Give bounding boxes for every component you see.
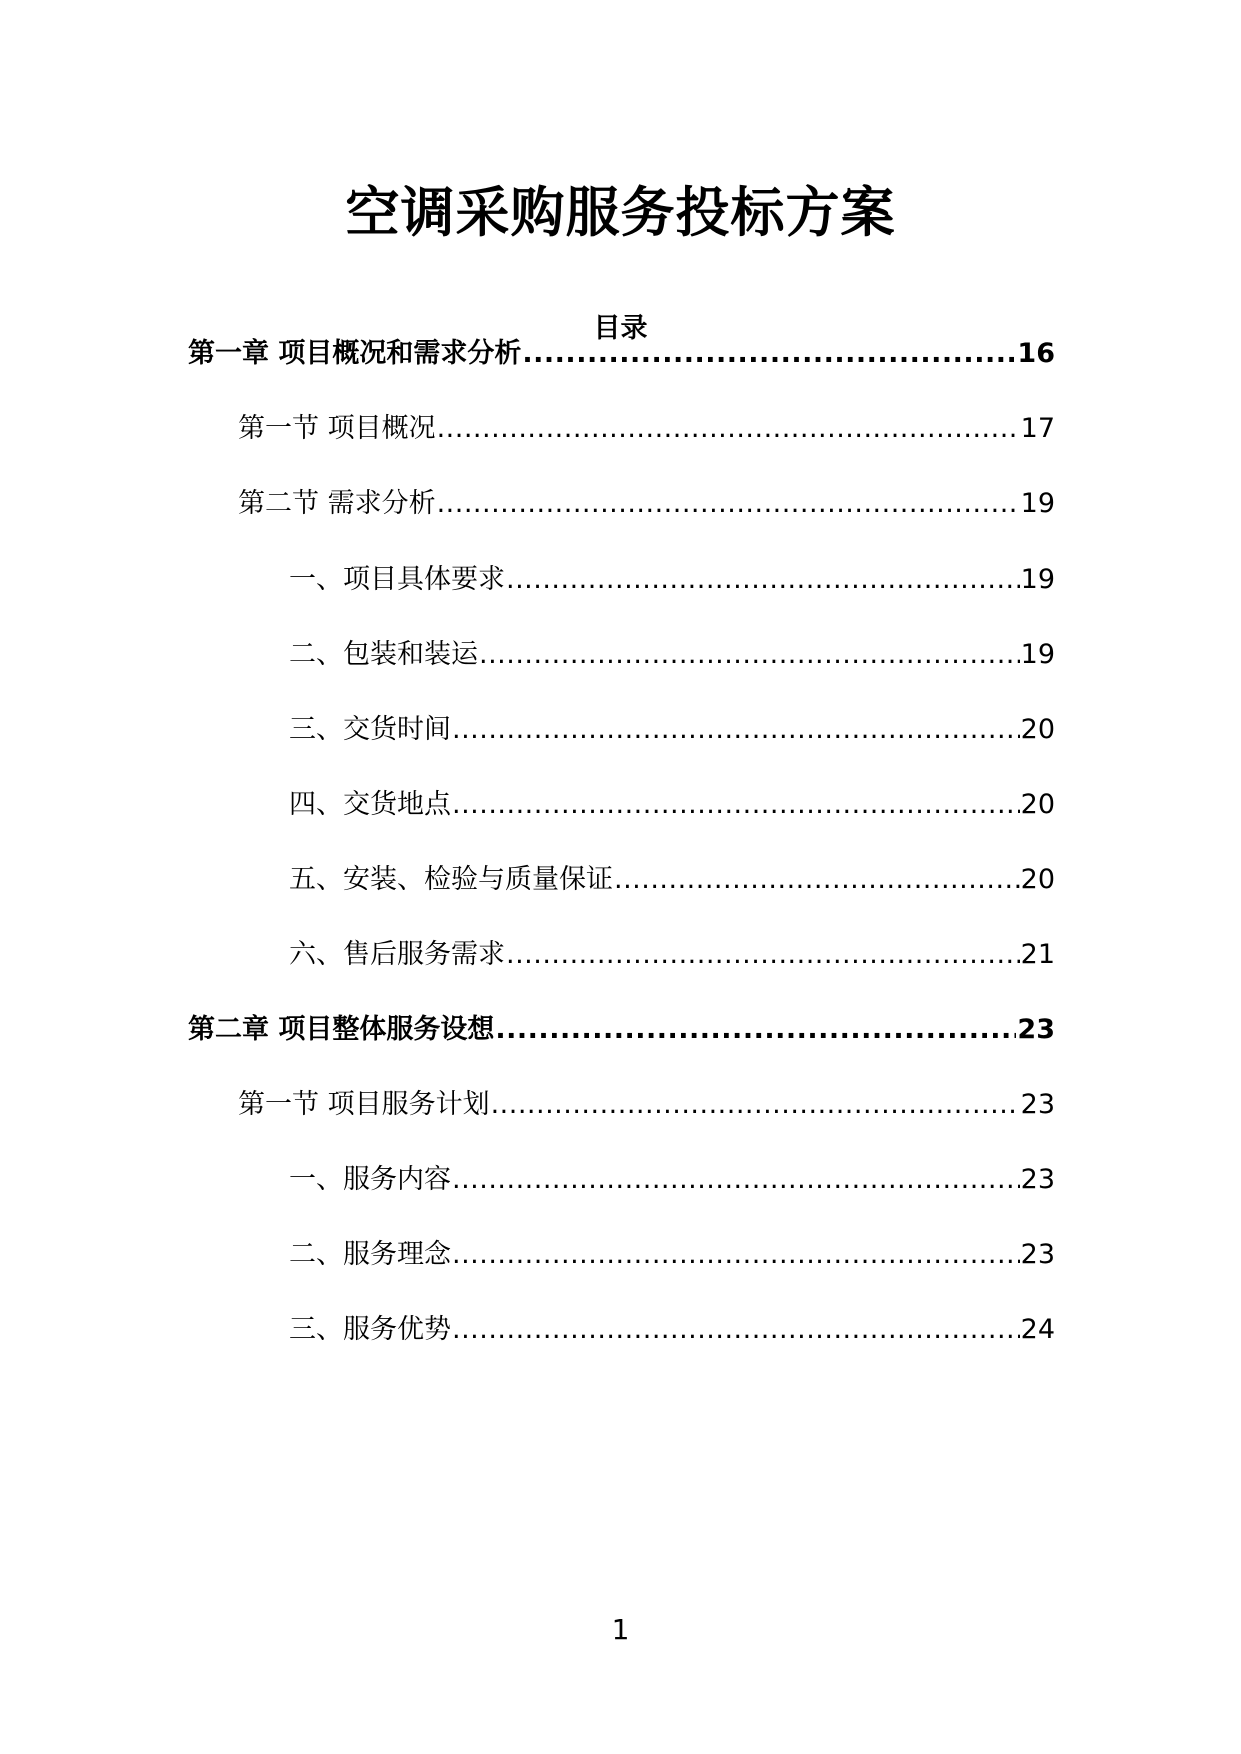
toc-entry-subsection[interactable] (289, 933, 1055, 977)
toc-dot-leader (495, 1008, 1016, 1052)
toc-entry-page: 21 (1020, 939, 1055, 970)
toc-entry-section[interactable] (238, 1083, 1055, 1127)
toc-entry-page: 17 (1020, 413, 1055, 444)
toc-dot-leader (437, 482, 1020, 526)
toc-dot-leader (452, 783, 1020, 827)
toc-entry-label: 第二节 需求分析 (238, 488, 436, 519)
toc-entry-label: 第一节 项目服务计划 (238, 1089, 490, 1120)
toc-entry-page: 19 (1020, 639, 1055, 670)
toc-entry-label: 二、包装和装运 (289, 639, 478, 670)
toc-entry-subsection[interactable] (289, 558, 1055, 602)
toc-entry-label: 四、交货地点 (289, 789, 451, 820)
toc-entry-chapter-1[interactable] (188, 332, 1055, 376)
toc-entry-page: 23 (1020, 1164, 1055, 1195)
toc-entry-page: 19 (1020, 564, 1055, 595)
toc-entry-page: 20 (1020, 864, 1055, 895)
toc-entry-label: 第一章 项目概况和需求分析 (188, 338, 522, 369)
toc-dot-leader (437, 407, 1020, 451)
toc-entry-label: 六、售后服务需求 (289, 939, 505, 970)
toc-dot-leader (506, 933, 1020, 977)
toc-entry-page: 24 (1020, 1314, 1055, 1345)
toc-dot-leader (479, 633, 1020, 677)
toc-entry-page: 16 (1017, 338, 1055, 369)
page-number: 1 (611, 1613, 630, 1646)
toc-entry-label: 三、服务优势 (289, 1314, 451, 1345)
toc-entry-label: 五、安装、检验与质量保证 (289, 864, 613, 895)
toc-entry-subsection[interactable] (289, 1158, 1055, 1202)
toc-entry-label: 第二章 项目整体服务设想 (188, 1014, 495, 1045)
toc-entry-page: 23 (1020, 1089, 1055, 1120)
toc-entry-section[interactable] (238, 407, 1055, 451)
toc-entry-subsection[interactable] (289, 1233, 1055, 1277)
toc-entry-page: 20 (1020, 789, 1055, 820)
toc-dot-leader (452, 708, 1020, 752)
toc-dot-leader (522, 332, 1016, 376)
toc-entry-subsection[interactable] (289, 633, 1055, 677)
toc-entry-label: 第一节 项目概况 (238, 413, 436, 444)
document-title: 空调采购服务投标方案 (345, 181, 896, 244)
toc-entry-subsection[interactable] (289, 1308, 1055, 1352)
toc-dot-leader (452, 1308, 1020, 1352)
toc-entry-page: 23 (1020, 1239, 1055, 1270)
toc-entry-label: 二、服务理念 (289, 1239, 451, 1270)
toc-dot-leader (491, 1083, 1020, 1127)
toc-entry-label: 三、交货时间 (289, 714, 451, 745)
toc-dot-leader (506, 558, 1020, 602)
toc-entry-subsection[interactable] (289, 858, 1055, 902)
toc-heading: 目录 (593, 313, 648, 344)
toc-entry-chapter-2[interactable] (188, 1008, 1055, 1052)
toc-dot-leader (452, 1233, 1020, 1277)
toc-entry-label: 一、服务内容 (289, 1164, 451, 1195)
toc-dot-leader (452, 1158, 1020, 1202)
toc-entry-subsection[interactable] (289, 783, 1055, 827)
toc-dot-leader (614, 858, 1020, 902)
toc-entry-section[interactable] (238, 482, 1055, 526)
toc-entry-page: 23 (1017, 1014, 1055, 1045)
toc-entry-label: 一、项目具体要求 (289, 564, 505, 595)
toc-entry-page: 20 (1020, 714, 1055, 745)
toc-entry-page: 19 (1020, 488, 1055, 519)
toc-entry-subsection[interactable] (289, 708, 1055, 752)
